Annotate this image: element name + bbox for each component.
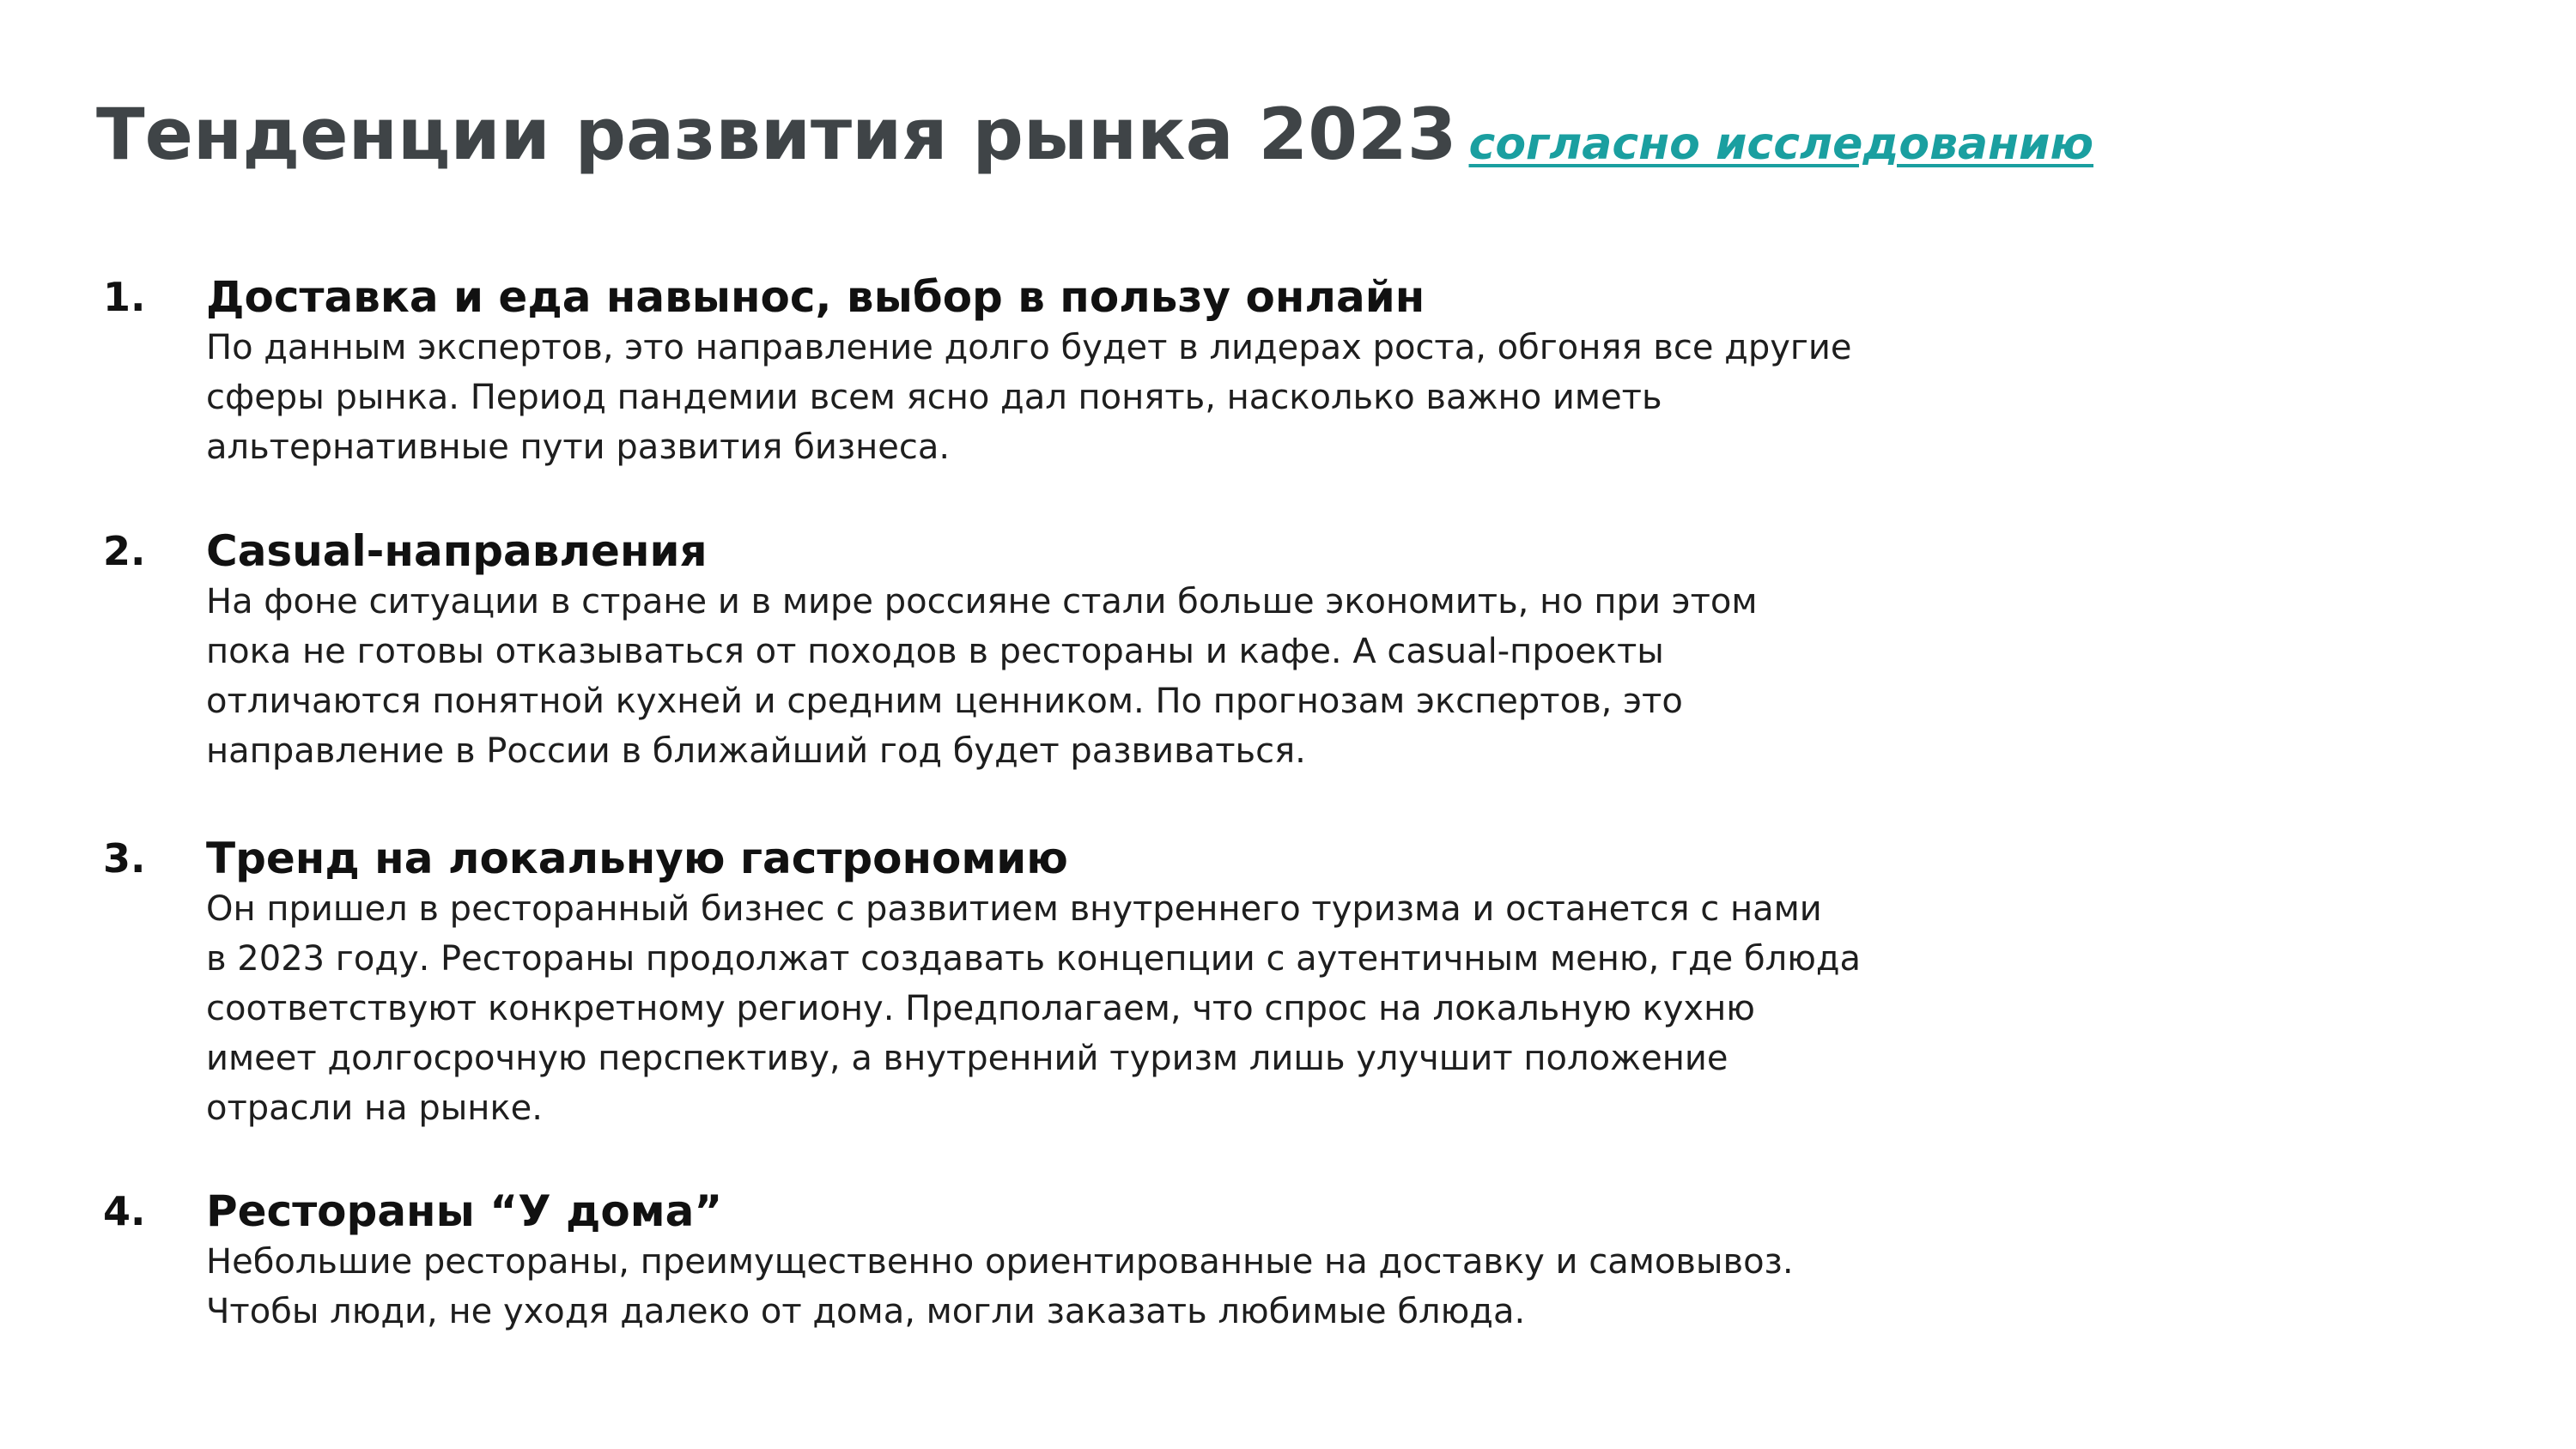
list-item-number: 4. (103, 1188, 146, 1234)
body-line: отличаются понятной кухней и средним ценником. По прогнозам экспертов, это (206, 682, 1683, 721)
body-line: направление в России в ближайший год будет развиваться. (206, 731, 1306, 771)
list-item-heading: Доставка и еда навынос, выбор в пользу онлайн (206, 272, 1425, 322)
list-item-body (206, 1237, 1992, 1337)
body-line: Небольшие рестораны, преимущественно ориентированные на доставку и самовывоз. (206, 1242, 1794, 1282)
body-line: в 2023 году. Рестораны продолжат создавать концепции с аутентичным меню, где блюда (206, 939, 1862, 979)
body-line: имеет долгосрочную перспективу, а внутренний туризм лишь улучшит положение (206, 1039, 1728, 1078)
list-item-number: 3. (103, 835, 146, 882)
body-line: отрасли на рынке. (206, 1088, 543, 1128)
list-item-heading: Casual-направления (206, 526, 708, 576)
body-line: Он пришел в ресторанный бизнес с развитием внутреннего туризма и останется с нами (206, 889, 1822, 929)
body-line: пока не готовы отказываться от походов в рестораны и кафе. А casual-проекты (206, 632, 1664, 671)
body-line: Чтобы люди, не уходя далеко от дома, могли заказать любимые блюда. (206, 1292, 1526, 1331)
page-title: Тенденции развития рынка 2023 (96, 93, 1457, 176)
list-item-heading: Рестораны “У дома” (206, 1186, 723, 1236)
body-line: На фоне ситуации в стране и в мире россияне стали больше экономить, но при этом (206, 582, 1758, 621)
list-item-body (206, 577, 1992, 776)
body-line: По данным экспертов, это направление долго будет в лидерах роста, обгоняя все другие (206, 328, 1852, 367)
title-row (96, 93, 2415, 176)
body-line: соответствуют конкретному региону. Предполагаем, что спрос на локальную кухню (206, 989, 1755, 1028)
list-item-number: 2. (103, 528, 146, 574)
body-line: сферы рынка. Период пандемии всем ясно дал понять, насколько важно иметь (206, 378, 1662, 417)
list-item-body (206, 884, 1992, 1133)
list-item-heading: Тренд на локальную гастрономию (206, 834, 1068, 883)
research-link[interactable]: согласно исследованию (1468, 118, 2094, 170)
list-item-number: 1. (103, 274, 146, 320)
body-line: альтернативные пути развития бизнеса. (206, 427, 951, 467)
list-item-body (206, 323, 1992, 472)
